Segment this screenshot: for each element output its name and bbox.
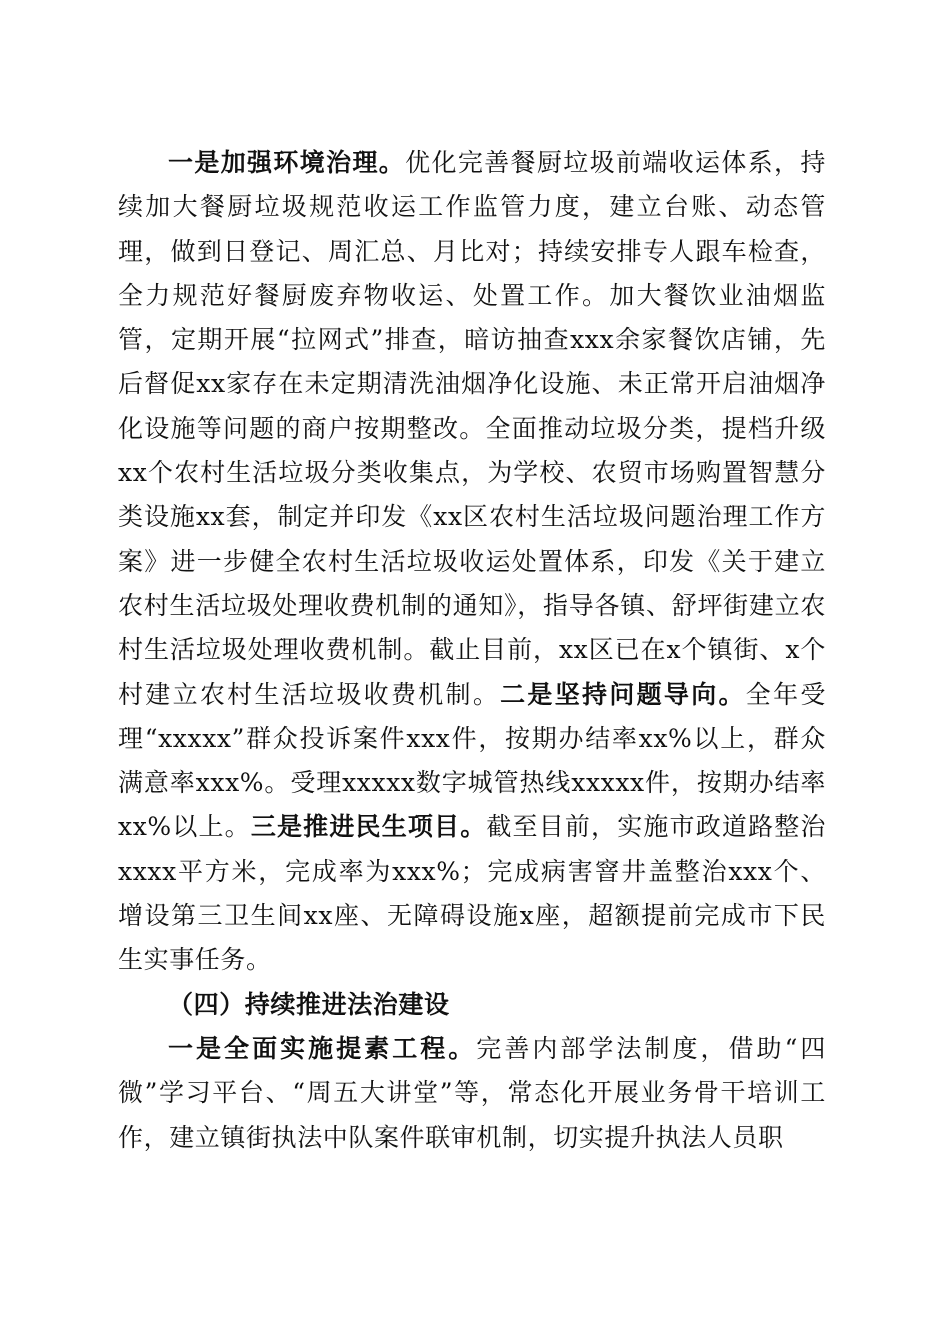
lead-problem-oriented: 二是坚持问题导向。 [500,679,746,709]
paragraph-environment [118,141,826,983]
section-heading: （四）持续推进法治建设 [168,989,450,1019]
document-body [118,141,826,1160]
text-livelihood: 截至目前，实施市政道路整治xxxx平方米，完成率为xxx%；完成病害窨井盖整治xxx个、增设第三卫生间xx座、无障碍设施x座，超额提前完成市下民生实事任务。 [118,812,827,975]
text-environment: 优化完善餐厨垃圾前端收运体系，持续加大餐厨垃圾规范收运工作监管力度，建立台账、动态管理，做到日登记、周汇总、月比对；持续安排专人跟车检查，全力规范好餐厨废弃物收运、处置工作。加大餐饮业油烟监管，定期开展“拉网式”排查，暗访抽查xxx余家餐饮店铺，先后督促xx家存在未定期清洗油烟净化设施、未正常开启油烟净化设施等问题的商户按期整改。全面推动垃圾分类，提档升级xx个农村生活垃圾分类收集点，为学校、农贸市场购置智慧分类设施xx套，制定并印发《xx区农村生活垃圾问题治理工作方案》进一步健全农村生活垃圾收运处置体系，印发《关于建立农村生活垃圾处理收费机制的通知》，指导各镇、舒坪街建立农村生活垃圾处理收费机制。截止目前，xx区已在x个镇街、x个村建立农村生活垃圾收费机制。 [118,148,826,709]
lead-livelihood: 三是推进民生项目。 [250,812,487,842]
text-problem-oriented: 全年受理“xxxxx”群众投诉案件xxx件，按期办结率xx%以上，群众满意率xxx%。受理xxxxx数字城管热线xxxxx件，按期办结率xx%以上。 [118,679,826,842]
paragraph-rule-of-law [118,1027,826,1160]
text-quality-project: 完善内部学法制度，借助“四微”学习平台、“周五大讲堂”等，常态化开展业务骨干培训工作，建立镇街执法中队案件联审机制，切实提升执法人员职 [118,1033,826,1152]
lead-quality-project: 一是全面实施提素工程。 [168,1033,477,1063]
lead-environment: 一是加强环境治理。 [168,148,406,177]
